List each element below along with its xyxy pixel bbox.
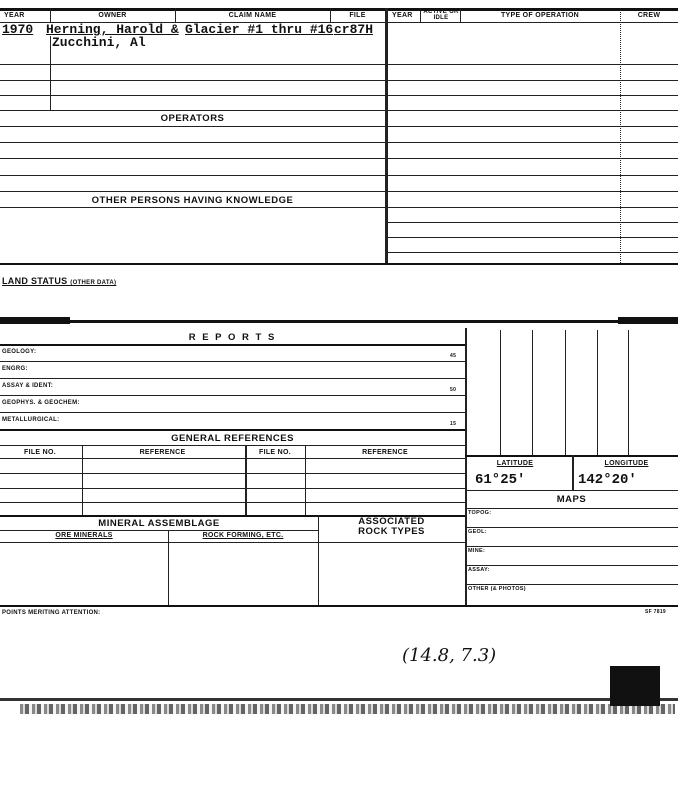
row-line <box>0 142 678 143</box>
map-row-label: GEOL: <box>468 529 487 535</box>
record-owner-2: Zucchini, Al <box>52 35 146 50</box>
map-row-label: MINE: <box>468 548 486 554</box>
row-line <box>0 344 465 346</box>
divider <box>305 445 306 515</box>
row-line <box>0 158 678 159</box>
map-row-label: OTHER (& PHOTOS) <box>468 586 526 592</box>
divider <box>50 36 51 111</box>
report-label: GEOPHYS. & GEOCHEM: <box>2 400 80 406</box>
row-line <box>0 361 465 362</box>
divider <box>318 515 319 606</box>
scan-smudge <box>0 317 70 324</box>
row-line <box>0 191 678 192</box>
grid-line <box>532 330 533 455</box>
col-file-no-2: FILE NO. <box>259 449 291 456</box>
record-claim: Glacier #1 thru #16 <box>185 22 334 37</box>
row-line <box>0 207 678 208</box>
row-line <box>0 429 465 431</box>
record-owner: Herning, Harold & <box>46 22 179 37</box>
row-line <box>0 458 465 459</box>
row-line <box>465 508 678 509</box>
grid-line <box>628 330 629 455</box>
land-status-sub: (OTHER DATA) <box>70 280 117 286</box>
reports-heading: R E P O R T S <box>188 332 277 343</box>
col-claim-name: CLAIM NAME <box>228 12 277 19</box>
row-line <box>0 80 678 81</box>
map-row-label: ASSAY: <box>468 567 490 573</box>
divider <box>385 8 388 263</box>
row-line <box>385 237 678 238</box>
divider <box>420 8 421 22</box>
row-line <box>0 445 465 446</box>
grid-line <box>565 330 566 455</box>
row-line <box>465 565 678 566</box>
points-meriting-attention: POINTS MERITING ATTENTION: <box>2 610 101 616</box>
row-line <box>465 546 678 547</box>
row-line <box>465 584 678 585</box>
row-line <box>0 605 678 607</box>
divider <box>460 8 461 22</box>
scan-edge <box>0 698 678 701</box>
record-file: cr87H <box>334 22 374 37</box>
divider <box>620 8 621 263</box>
col-year-2: YEAR <box>392 12 413 19</box>
divider <box>82 445 83 515</box>
scan-black-block <box>610 666 660 706</box>
row-line <box>0 175 678 176</box>
divider <box>245 445 247 515</box>
latitude-label: LATITUDE <box>496 460 534 467</box>
row-line <box>0 64 678 65</box>
row-line <box>0 412 465 413</box>
col-year: YEAR <box>4 12 25 19</box>
row-line <box>0 126 678 127</box>
divider <box>175 8 176 22</box>
other-persons-heading: OTHER PERSONS HAVING KNOWLEDGE <box>91 195 294 206</box>
scan-noise <box>20 704 675 714</box>
row-line <box>0 530 318 531</box>
longitude-label: LONGITUDE <box>604 460 649 467</box>
grid-line <box>597 330 598 455</box>
report-label: ENGRG: <box>2 366 28 372</box>
divider <box>572 455 574 490</box>
maps-heading: MAPS <box>556 494 587 505</box>
row-line <box>0 95 678 96</box>
row-line <box>0 378 465 379</box>
report-number: 50 <box>450 387 457 393</box>
col-reference-2: REFERENCE <box>362 449 408 456</box>
land-status-label <box>2 276 116 286</box>
divider <box>330 8 331 22</box>
col-file: FILE <box>349 12 366 19</box>
scan-smudge <box>618 317 678 324</box>
report-label: GEOLOGY: <box>2 349 37 355</box>
col-crew: CREW <box>637 12 661 19</box>
row-line <box>0 473 465 474</box>
general-references-heading: GENERAL REFERENCES <box>171 433 294 444</box>
associated-rock-types-heading: ASSOCIATED ROCK TYPES <box>358 516 425 537</box>
map-row-label: TOPOG: <box>468 510 492 516</box>
longitude-value: 142°20' <box>578 472 637 488</box>
row-line <box>385 252 678 253</box>
row-line <box>0 395 465 396</box>
row-line <box>0 502 465 503</box>
row-line <box>0 488 465 489</box>
row-line <box>385 222 678 223</box>
col-type-operation: TYPE OF OPERATION <box>500 12 580 19</box>
col-rock-forming: ROCK FORMING, ETC. <box>202 532 284 539</box>
row-line <box>0 542 465 543</box>
operators-heading: OPERATORS <box>160 113 225 124</box>
row-line <box>465 490 678 491</box>
handwritten-note: (14.8, 7.3) <box>402 645 497 666</box>
report-number: 15 <box>450 421 457 427</box>
latitude-value: 61°25' <box>475 472 526 488</box>
row-line <box>0 263 678 265</box>
land-status-title: LAND STATUS <box>2 276 68 286</box>
col-file-no: FILE NO. <box>24 449 56 456</box>
divider <box>50 8 51 22</box>
row-line <box>465 527 678 528</box>
divider <box>168 530 169 606</box>
col-reference: REFERENCE <box>139 449 186 456</box>
form-number: SF 7819 <box>645 609 667 615</box>
report-label: ASSAY & IDENT: <box>2 383 54 389</box>
grid-line <box>500 330 501 455</box>
col-ore-minerals: ORE MINERALS <box>55 532 113 539</box>
section-border <box>0 320 678 323</box>
col-owner: OWNER <box>98 12 127 19</box>
col-active-idle: ACTIVE OR IDLE <box>423 9 459 21</box>
row-line <box>0 110 678 111</box>
top-border <box>0 8 678 11</box>
mineral-assemblage-heading: MINERAL ASSEMBLAGE <box>98 518 220 529</box>
record-year: 1970 <box>2 22 34 37</box>
report-label: METALLURGICAL: <box>2 417 60 423</box>
report-number: 45 <box>450 353 457 359</box>
